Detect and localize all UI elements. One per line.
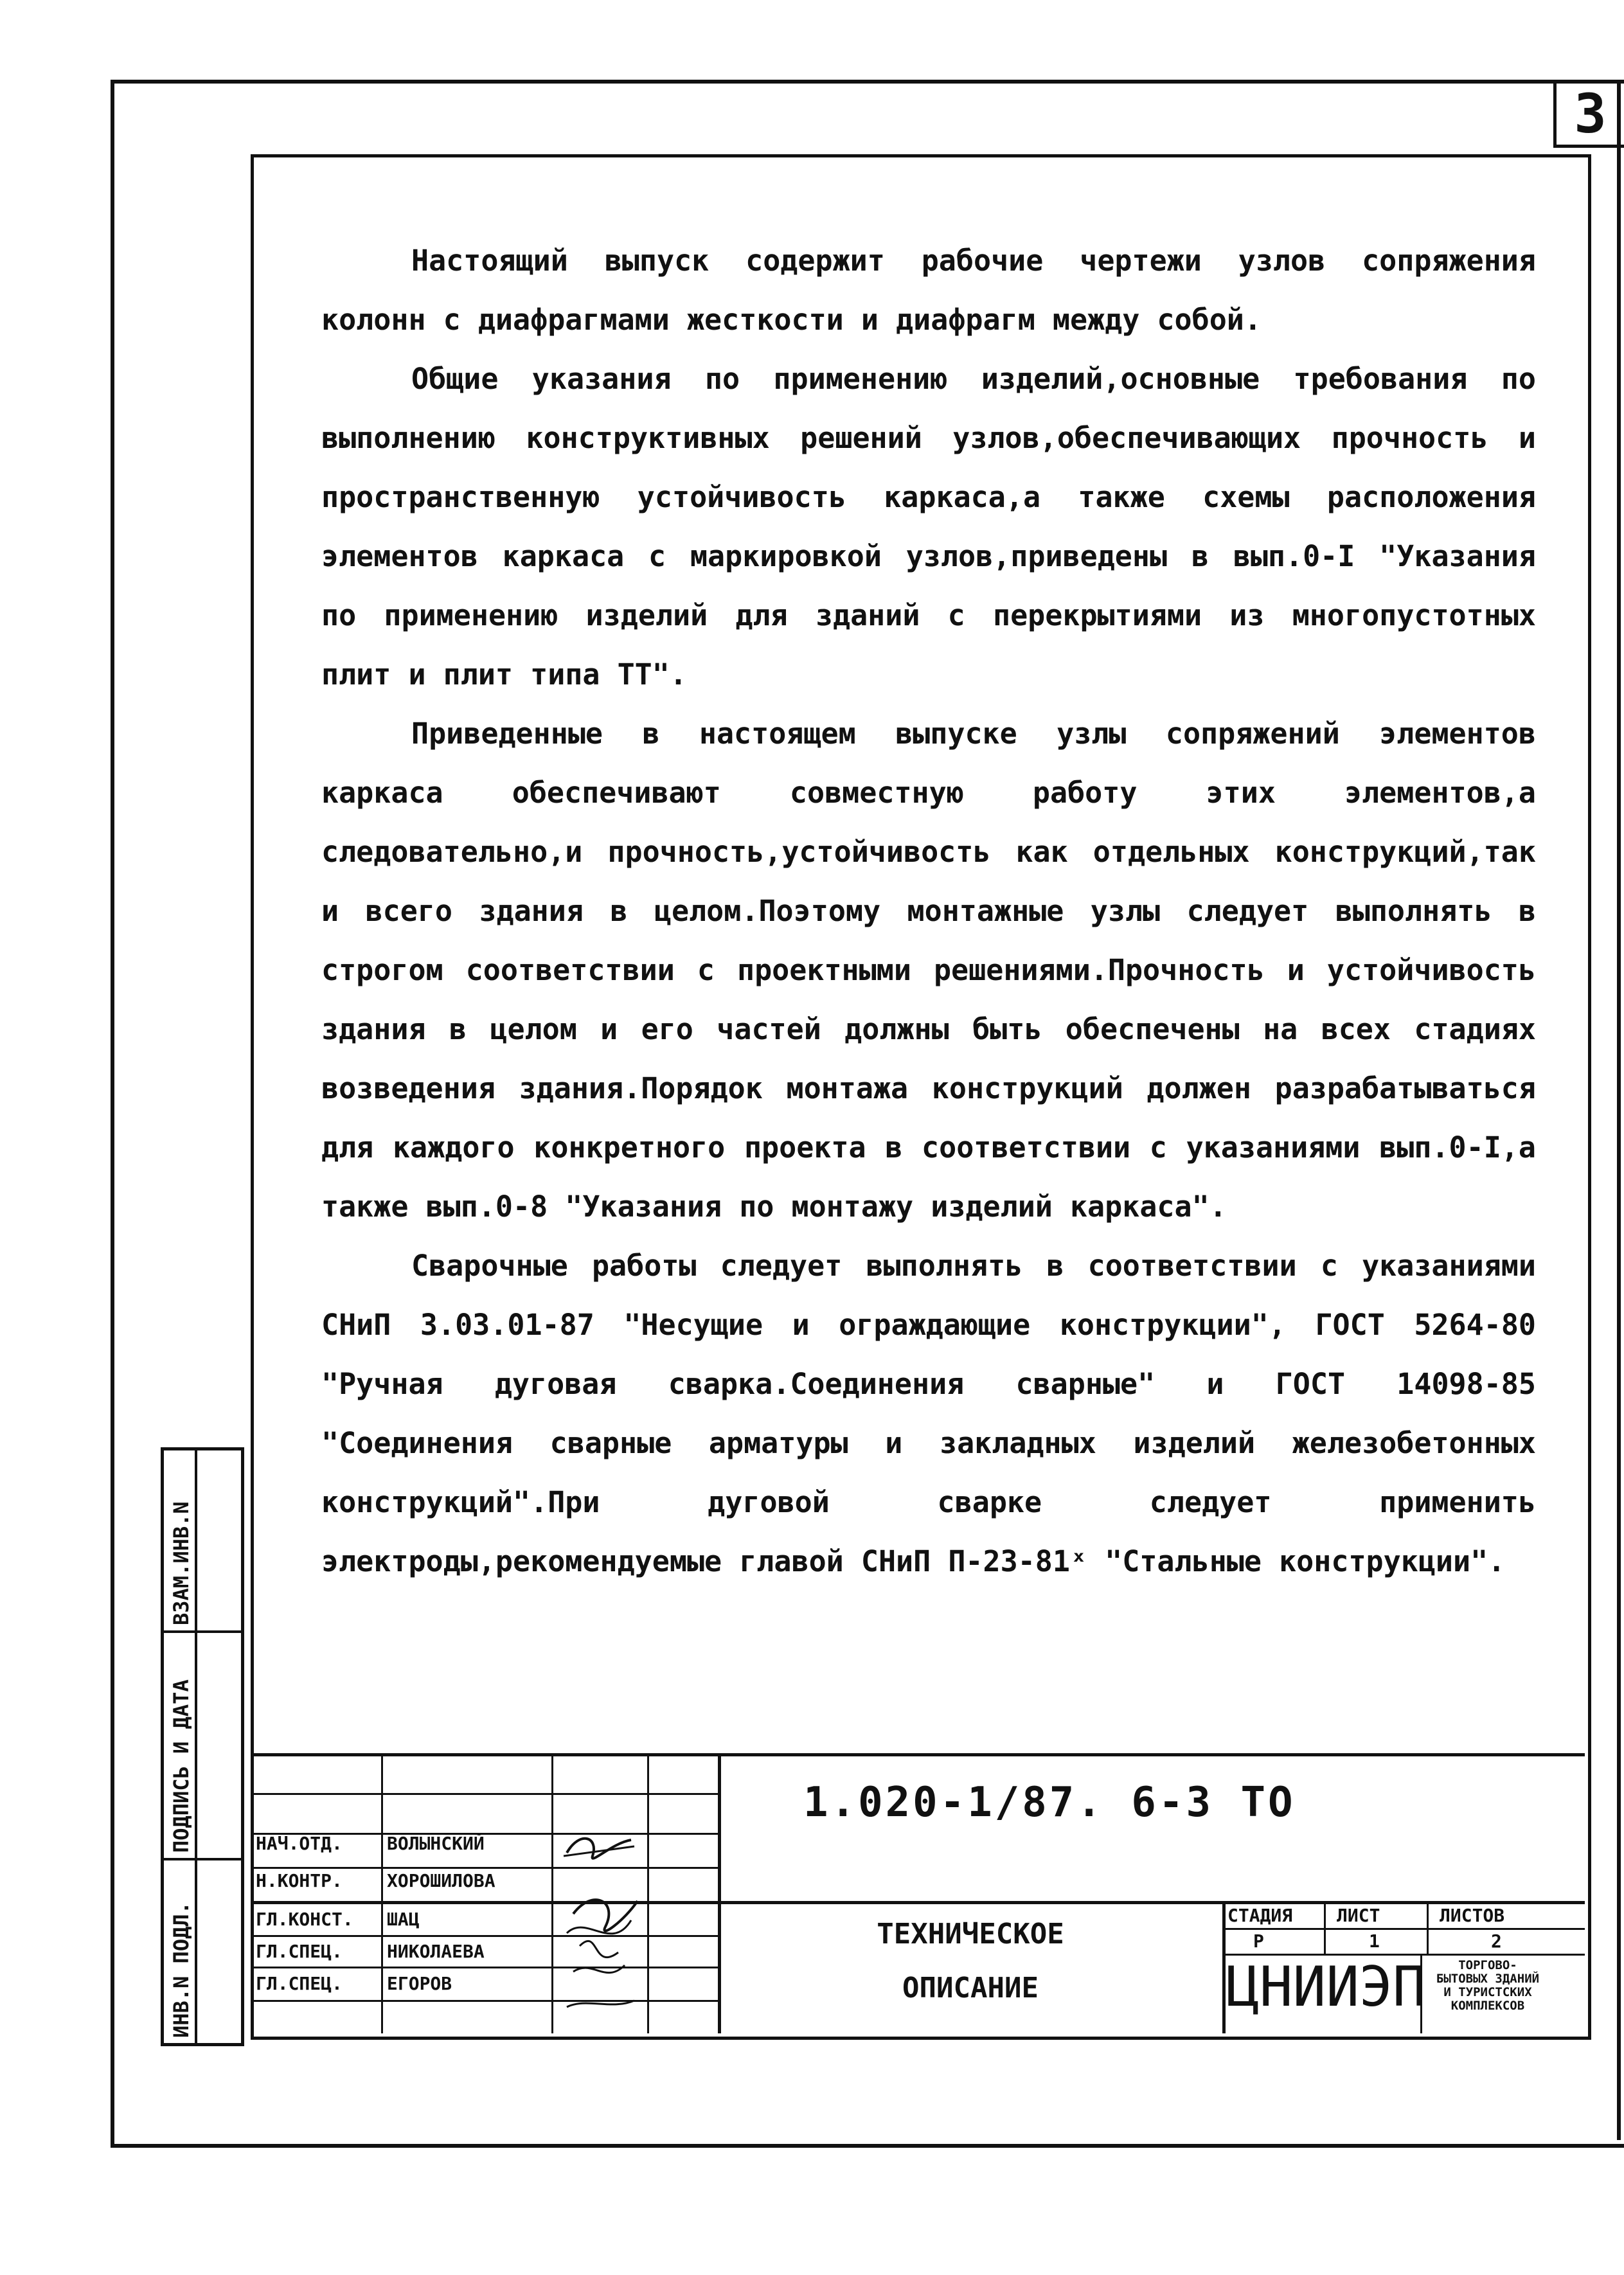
side-stamp bbox=[161, 1447, 244, 2046]
title-block-top bbox=[251, 1753, 1585, 1756]
title-block-main-divider bbox=[718, 1753, 721, 2033]
paragraph-4: Сварочные работы следует выполнять в соответствии с указаниями СНиП 3.03.01-87 "Несущие и ограждающие конструкции", ГОСТ 5264-80 "Ручная дуговая сварка.Соединения сварные" и ГОСТ 14098-85 "Соединения сварные арматуры и закладных изделий железобетонных конструкций".При дуговой сварке следует применить электроды,рекомендуемые главой СНиП П-23-81ˣ "Стальные конструкции". bbox=[321, 1249, 1536, 1578]
sheet-value: 1 bbox=[1369, 1931, 1380, 1952]
side-stamp-sep-1 bbox=[164, 1630, 241, 1633]
staff-role-5: ГЛ.СПЕЦ. bbox=[256, 1973, 343, 1994]
organization-name: ЦНИИЭП bbox=[1226, 1955, 1426, 2019]
staff-name-5: ЕГОРОВ bbox=[387, 1973, 452, 1994]
document-title-line-1: ТЕХНИЧЕСКОЕ bbox=[877, 1918, 1064, 1950]
sheets-header: ЛИСТОВ bbox=[1440, 1905, 1505, 1926]
stage-header: СТАДИЯ bbox=[1227, 1905, 1293, 1926]
staff-name-1: ВОЛЫНСКИЙ bbox=[387, 1833, 485, 1854]
stage-value: Р bbox=[1253, 1931, 1264, 1952]
stage-col-1 bbox=[1324, 1901, 1326, 1954]
staff-row-line-3 bbox=[251, 1867, 718, 1869]
stage-header-line bbox=[1222, 1928, 1585, 1930]
staff-row-line-7 bbox=[251, 2000, 718, 2002]
title-block bbox=[251, 1753, 1585, 2033]
sheet-number: 3 bbox=[1553, 84, 1624, 148]
signatures-graphic bbox=[554, 1817, 644, 2030]
staff-name-2: ХОРОШИЛОВА bbox=[387, 1870, 495, 1891]
staff-row-line-6 bbox=[251, 1967, 718, 1968]
outer-frame-right bbox=[1617, 80, 1621, 2140]
paragraph-2: Общие указания по применению изделий,основные требования по выполнению конструктивных решений узлов,обеспечивающих прочность и пространственную устойчивость каркаса,а также схемы расположения элементов каркаса с маркировкой узлов,приведены в вып.0-I "Указания по применению изделий для зданий с перекрытиями из многопустотных плит и плит типа ТТ". bbox=[321, 362, 1536, 691]
side-label-podpis: ПОДПИСЬ И ДАТА bbox=[169, 1679, 193, 1853]
document-designation: 1.020-1/87. 6-3 ТО bbox=[803, 1779, 1296, 1826]
staff-col-1 bbox=[381, 1753, 383, 2033]
staff-name-3: ШАЦ bbox=[387, 1909, 420, 1930]
staff-name-4: НИКОЛАЕВА bbox=[387, 1941, 485, 1962]
organization-subtitle: ТОРГОВО-БЫТОВЫХ ЗДАНИЙ И ТУРИСТСКИХ КОМПЛЕКСОВ bbox=[1436, 1958, 1540, 2013]
staff-row-line-1 bbox=[251, 1793, 718, 1795]
side-stamp-divider bbox=[195, 1450, 197, 2043]
sheets-value: 2 bbox=[1491, 1931, 1502, 1952]
side-stamp-sep-2 bbox=[164, 1858, 241, 1860]
paragraph-1: Настоящий выпуск содержит рабочие чертежи узлов сопряжения колонн с диафрагмами жесткости и диафрагм между собой. bbox=[321, 244, 1536, 337]
title-block-mid bbox=[251, 1901, 1585, 1904]
staff-row-line-5 bbox=[251, 1935, 718, 1937]
document-title-line-2: ОПИСАНИЕ bbox=[902, 1972, 1039, 2004]
staff-role-4: ГЛ.СПЕЦ. bbox=[256, 1941, 343, 1962]
side-label-vzam: ВЗАМ.ИНВ.N bbox=[169, 1501, 193, 1625]
side-label-inv: ИНВ.N ПОДЛ. bbox=[169, 1902, 193, 2038]
staff-col-2 bbox=[551, 1753, 553, 2033]
stage-area-divider bbox=[1222, 1901, 1226, 2033]
paragraph-3: Приведенные в настоящем выпуске узлы сопряжений элементов каркаса обеспечивают совместную работу этих элементов,а следовательно,и прочность,устойчивость как отдельных конструкций,так и всего здания в целом.Поэтому монтажные узлы следует выполнять в строгом соответствии с проектными решениями.Прочность и устойчивость здания в целом и его частей должны быть обеспечены на всех стадиях возведения здания.Порядок монтажа конструкций должен разрабатываться для каждого конкретного проекта в соответствии с указаниями вып.0-I,а также вып.0-8 "Указания по монтажу изделий каркаса". bbox=[321, 717, 1536, 1224]
sheet-header: ЛИСТ bbox=[1337, 1905, 1380, 1926]
staff-role-2: Н.КОНТР. bbox=[256, 1870, 343, 1891]
staff-role-3: ГЛ.КОНСТ. bbox=[256, 1909, 353, 1930]
staff-col-3 bbox=[647, 1753, 649, 2033]
staff-role-1: НАЧ.ОТД. bbox=[256, 1833, 343, 1854]
document-body bbox=[321, 231, 1536, 1591]
stage-col-2 bbox=[1427, 1901, 1429, 1954]
